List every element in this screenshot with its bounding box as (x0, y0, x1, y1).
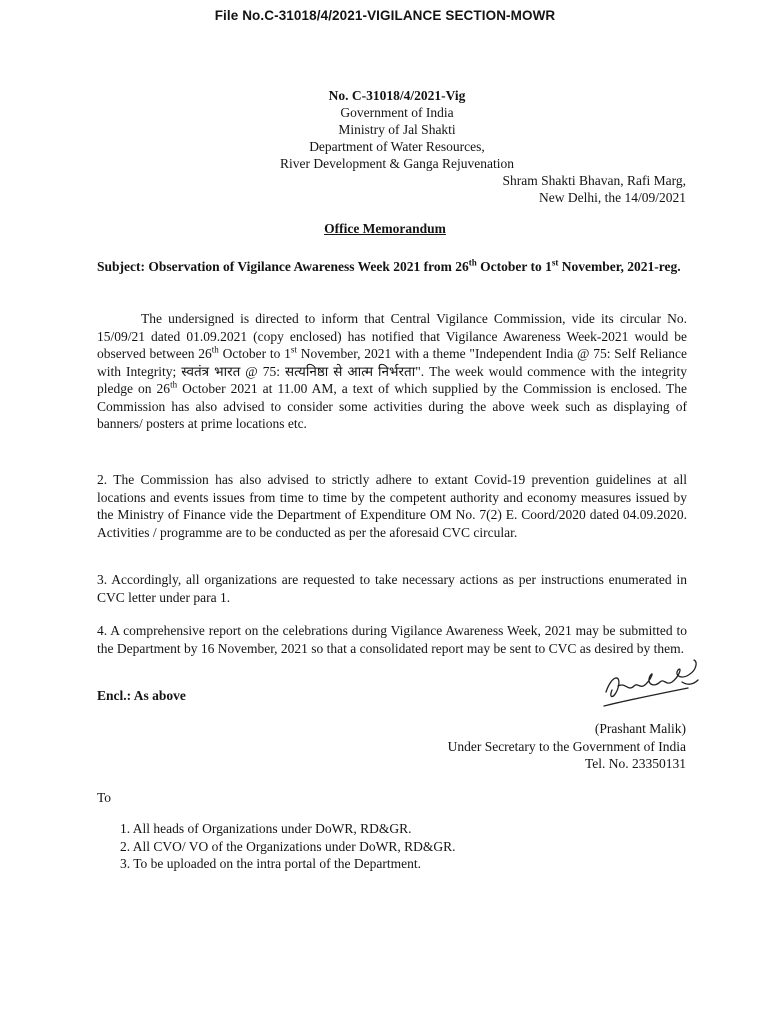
memo-file-number: No. C-31018/4/2021-Vig (328, 88, 466, 103)
signatory-telephone: Tel. No. 23350131 (584, 756, 686, 771)
to-label: To (97, 790, 112, 805)
paragraph-1: The undersigned is directed to inform that Central Vigilance Commission, vide its circular No. 15/09/21 dated 01.09.2021 (copy enclosed) has notified that Vigilance Awareness Week-2021 would be observed between 26th October to 1st November, 2021 with a theme "Independent India @ 75: Self Reliance with Integrity; स्वतंत्र भारत @ 75: सत्यनिष्ठा से आत्म निर्भरता". The week would commence with the integrity pledge on 26th October 2021 at 11.00 AM, a text of which supplied by the Commission is enclosed. The Commission has also advised to consider some activities during the above week such as displaying of banners/ posters at prime locations etc. (97, 311, 687, 431)
office-address (503, 172, 686, 206)
recipient-list (120, 820, 455, 873)
paragraph-2: 2. The Commission has also advised to strictly adhere to extant Covid-19 prevention guidelines at all locations and events issues from time to time by the competent authority and economy measures issued by the Ministry of Finance vide the Department of Expenditure OM No. 7(2) E. Coord/2020 dated 04.09.2020. Activities / programme are to be conducted as per the aforesaid CVC circular. (97, 472, 687, 540)
letterhead-line-department: Department of Water Resources, (309, 139, 485, 154)
list-item: 1. All heads of Organizations under DoWR, RD&GR. (120, 821, 412, 836)
signatory-name: (Prashant Malik) (594, 721, 686, 736)
paragraph-3: 3. Accordingly, all organizations are requested to take necessary actions as per instructions enumerated in CVC letter under para 1. (97, 572, 687, 605)
paragraph-4: 4. A comprehensive report on the celebrations during Vigilance Awareness Week, 2021 may be submitted to the Department by 16 November, 2021 so that a consolidated report may be sent to CVC as desired by them. (97, 623, 687, 656)
handwritten-signature (598, 652, 708, 714)
document-title: Office Memorandum (324, 221, 446, 236)
letterhead-line-division: River Development & Ganga Rejuvenation (280, 156, 514, 171)
signatory-designation: Under Secretary to the Government of India (447, 738, 686, 754)
letterhead-line-government: Government of India (340, 105, 454, 120)
list-item: 2. All CVO/ VO of the Organizations under DoWR, RD&GR. (120, 838, 456, 854)
address-line-street: Shram Shakti Bhavan, Rafi Marg, (502, 173, 686, 188)
enclosure-note: Encl.: As above (97, 688, 186, 703)
file-number-header: File No.C-31018/4/2021-VIGILANCE SECTION-MOWR (214, 8, 556, 23)
letterhead-line-ministry: Ministry of Jal Shakti (338, 122, 456, 137)
list-item: 3. To be uploaded on the intra portal of the Department. (120, 856, 421, 871)
address-line-date: New Delhi, the 14/09/2021 (539, 190, 686, 205)
letterhead (262, 87, 532, 172)
subject-line: Subject: Observation of Vigilance Awareness Week 2021 from 26th October to 1st November, 2021-reg. (97, 257, 681, 274)
signatory-block (448, 720, 686, 773)
